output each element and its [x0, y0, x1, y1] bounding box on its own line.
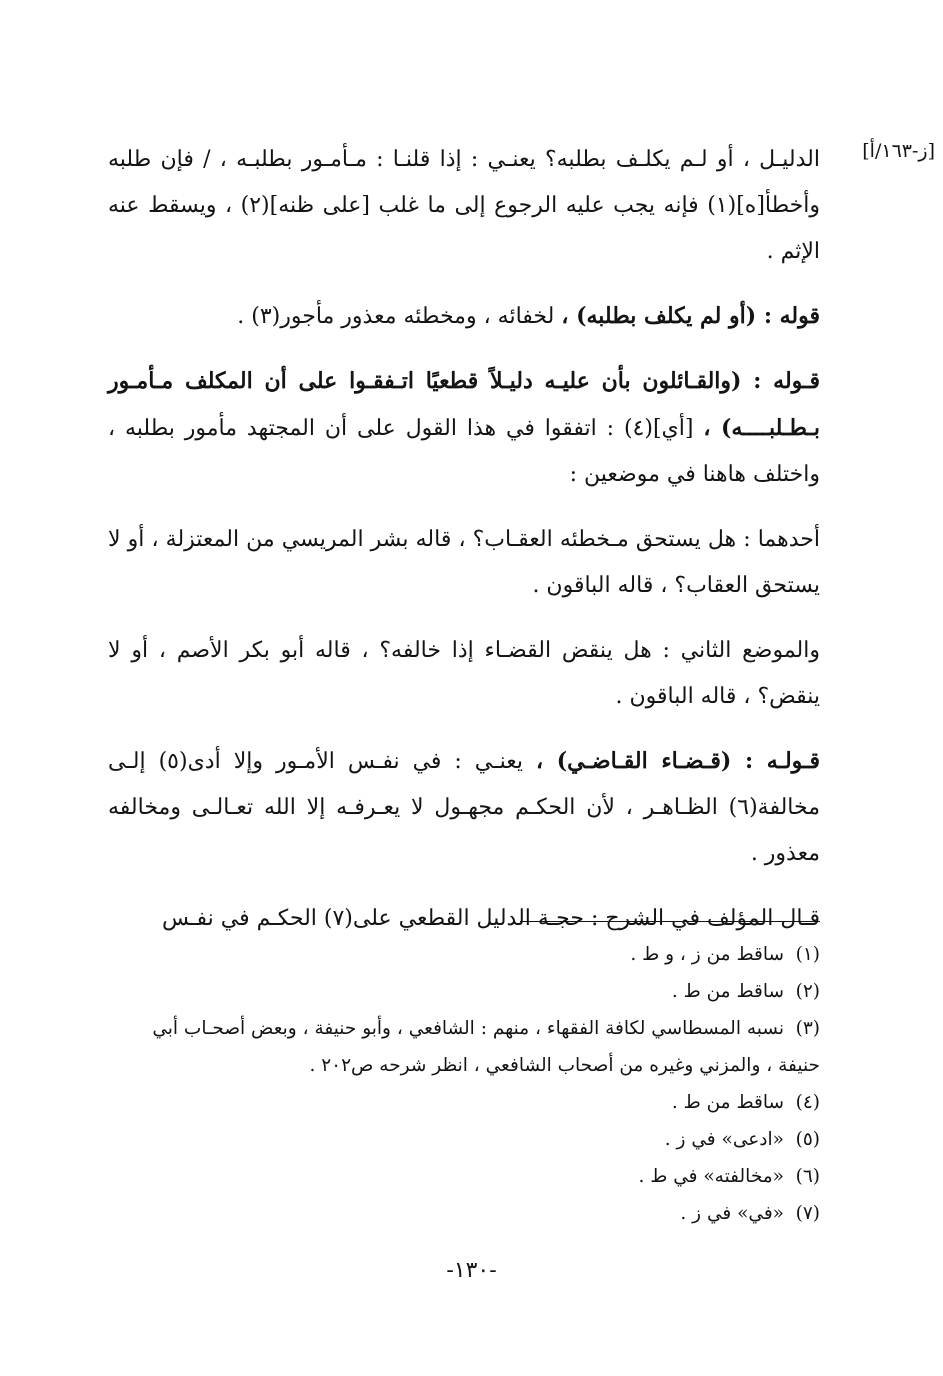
footnote-7 [108, 1195, 820, 1232]
paragraph-2-lead: قوله : (أو لم يكلف بطلبه) ، [561, 303, 820, 329]
paragraph-3-text: [أي](٤) : اتفقوا في هذا القول على أن المجتهد مأمور بطلبه ، واختلف هاهنا في موضعين : [108, 416, 820, 487]
paragraph-6 [108, 738, 820, 877]
paragraph-2-text: لخفائه ، ومخطئه معذور مأجور(٣) . [237, 304, 562, 329]
footnote-4 [108, 1084, 820, 1121]
footnote-text: ساقط من ط . [671, 981, 784, 1002]
margin-folio-reference: [ز-١٦٣/أ] [862, 140, 935, 162]
paragraph-2 [108, 293, 820, 340]
paragraph-6-lead: قـولـه : (قـضـاء القـاضـي) ، [535, 748, 820, 774]
footnote-number: (١) [795, 944, 820, 965]
main-text [108, 136, 820, 1316]
footnote-1 [108, 936, 820, 973]
paragraph-7-text: قـال المؤلف في الشرح : حجـة الدليل القطعي على(٧) الحكـم في نفـس [162, 906, 820, 931]
footnote-text: «مخالفته» في ط . [638, 1166, 784, 1187]
paragraph-5-text: والموضع الثاني : هل ينقض القضـاء إذا خالفه؟ ، قاله أبو بكر الأصم ، أو لا ينقض؟ ، قاله الباقون . [108, 638, 820, 709]
paragraph-7 [108, 895, 820, 942]
footnote-text: ساقط من ز ، و ط . [630, 944, 784, 965]
footnote-text: ساقط من ط . [671, 1092, 784, 1113]
footnote-number: (٧) [795, 1203, 820, 1224]
paragraph-4 [108, 516, 820, 609]
footnote-text: «في» في ز . [680, 1203, 784, 1224]
footnote-3 [108, 1010, 820, 1084]
footnote-6 [108, 1158, 820, 1195]
footnote-number: (٤) [795, 1092, 820, 1113]
paragraph-4-text: أحدهما : هل يستحق مـخطئه العقـاب؟ ، قاله بشر المريسي من المعتزلة ، أو لا يستحق العقاب؟ ، قاله الباقون . [108, 527, 820, 598]
footnotes [108, 936, 820, 1232]
footnote-number: (٢) [795, 981, 820, 1002]
footnote-5 [108, 1121, 820, 1158]
paragraph-5 [108, 627, 820, 720]
footnote-number: (٦) [795, 1166, 820, 1187]
page-number: -١٣٠- [446, 1258, 497, 1283]
paragraph-6-text: يعنـي : في نفـس الأمـور وإلا أدى(٥) إلـى مخالفة(٦) الظـاهـر ، لأن الحكـم مجهـول لا يعـرفـه إلا الله تعـالـى ومخالفه معذور . [108, 749, 820, 866]
paragraph-1 [108, 136, 820, 275]
paragraph-3-lead: قـوله : (والقـائلون بأن عليـه دليـلاً قطعيًا اتـفقـوا على أن المكلف مـأمـور بـطـلبــــه) ، [108, 368, 820, 441]
footnote-number: (٥) [795, 1129, 820, 1150]
footnote-number: (٣) [795, 1018, 820, 1039]
footnote-2 [108, 973, 820, 1010]
footnote-text: «ادعى» في ز . [664, 1129, 784, 1150]
paragraph-3 [108, 358, 820, 498]
footnote-text: نسبه المسطاسي لكافة الفقهاء ، منهم : الشافعي ، وأبو حنيفة ، وبعض أصحـاب أبي حنيفة ، والمزني وغيره من أصحاب الشافعي ، انظر شرحه ص٢٠٢ . [152, 1018, 820, 1076]
footnote-separator [520, 921, 820, 922]
paragraph-1-text: الدليـل ، أو لـم يكلـف بطلبه؟ يعنـي : إذا قلنـا : مـأمـور بطلبـه ، / فإن طلبه وأخطأ[ه](١) فإنه يجب عليه الرجوع إلى ما غلب [على ظنه](٢) ، ويسقط عنه الإثم . [108, 147, 820, 264]
